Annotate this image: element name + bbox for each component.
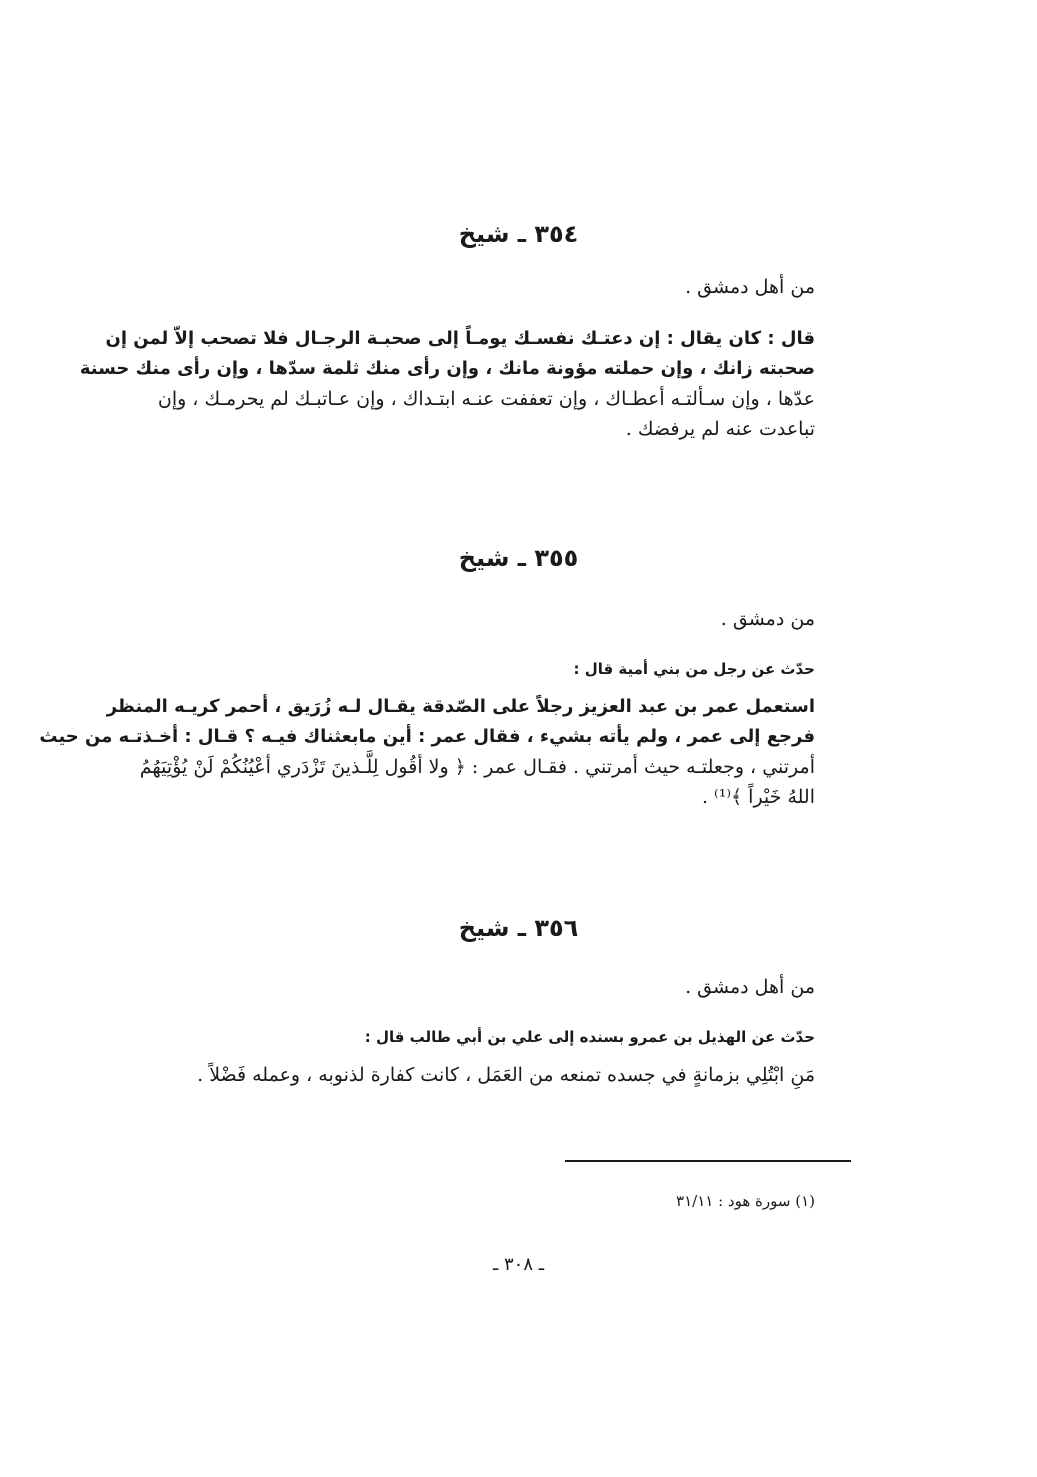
entry-body-356 [175, 1060, 815, 1090]
entry-intro-356: حدّث عن الهذيل بن عمرو بسنده إلى علي بن أبي طالب قال : [364, 1028, 815, 1046]
entry-line: اللهُ خَيْراً ﴾⁽¹⁾ . [701, 786, 815, 808]
page-number: ـ ٣٠٨ ـ [492, 1254, 544, 1275]
entry-line: مَنِ ابْتُلِي بزمانةٍ في جسده تمنعه من العَمَل ، كانت كفارة لذنوبه ، وعمله فَضْلاً . [197, 1064, 815, 1086]
footnote: (١) سورة هود : ٣١/١١ [676, 1192, 815, 1210]
entry-line: تباعدت عنه لم يرفضك . [625, 418, 815, 440]
entry-body-354 [79, 324, 815, 444]
entry-origin-355: من دمشق . [720, 608, 815, 630]
entry-body-355 [39, 692, 815, 812]
entry-line: فرجع إلى عمر ، ولم يأته بشيء ، فقال عمر : أين مابعثناك فيـه ؟ قـال : أخـذتـه من حيث [39, 726, 815, 747]
footnote-divider [565, 1160, 851, 1162]
entry-origin-354: من أهل دمشق . [685, 276, 815, 298]
entry-intro-355: حدّث عن رجل من بني أمية قال : [573, 660, 815, 678]
entry-line: صحبته زانك ، وإن حملته مؤونة مانك ، وإن رأى منك ثلمة سدّها ، وإن رأى منك حسنة [79, 358, 815, 379]
entry-origin-356: من أهل دمشق . [685, 976, 815, 998]
entry-heading-356: ٣٥٦ ـ شيخ [458, 914, 579, 942]
entry-heading-354: ٣٥٤ ـ شيخ [458, 220, 579, 248]
entry-line: أمرتني ، وجعلتـه حيث أمرتني . فقـال عمر : ﴿ ولا أقُول لِلَّـذينَ تَزْدَري أعْيُنُكُمْ لَنْ يُؤْتِيَهُمُ [139, 756, 815, 778]
entry-line: عدّها ، وإن سـألتـه أعطـاك ، وإن تعففت عنـه ابتـداك ، وإن عـاتبـك لم يحرمـك ، وإن [157, 388, 815, 410]
entry-line: استعمل عمر بن عبد العزيز رجلاً على الصّدقة يقـال لـه زُرَيق ، أحمر كريـه المنظر [106, 696, 815, 717]
entry-line: قال : كان يقال : إن دعتـك نفسـك يومـاً إلى صحبـة الرجـال فلا تصحب إلاّ لمن إن [105, 328, 815, 349]
entry-heading-355: ٣٥٥ ـ شيخ [458, 544, 579, 572]
